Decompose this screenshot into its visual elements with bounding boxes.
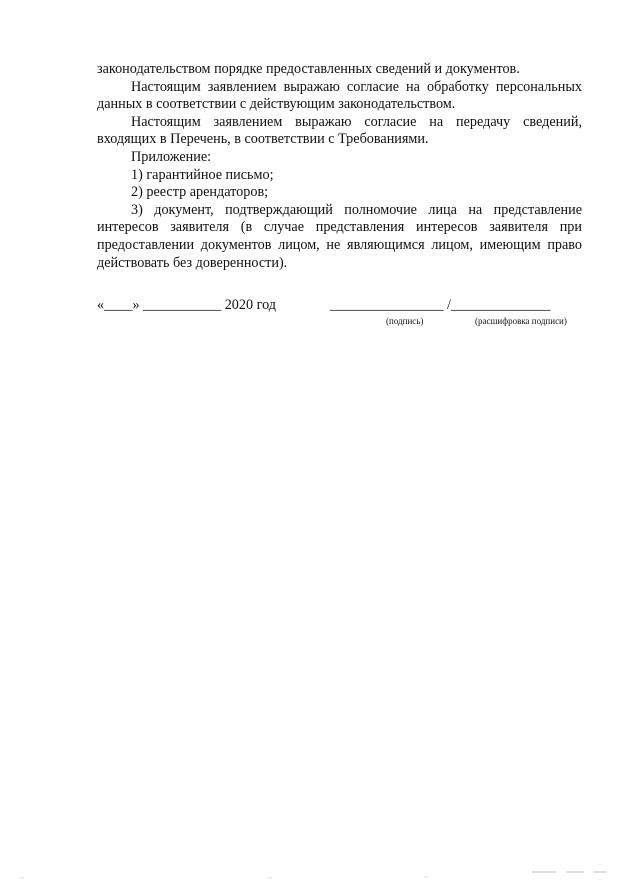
attachment-item-3: 3) документ, подтверждающий полномочие лица на представление интересов заявителя (в случае представления интересов заявителя при предоставлении документов лицом, не являющимся лицом, имеющим право действовать без доверенности). xyxy=(97,201,582,271)
paragraph-consent-personal-data: Настоящим заявлением выражаю согласие на обработку персональных данных в соответствии с действующим законодательством. xyxy=(97,78,582,113)
paragraph-consent-transfer: Настоящим заявлением выражаю согласие на передачу сведений, входящих в Перечень, в соответствии с Требованиями. xyxy=(97,113,582,148)
attachment-item-2: 2) реестр арендаторов; xyxy=(131,184,269,201)
document-body xyxy=(97,61,582,272)
signature-decode-caption: (расшифровка подписи) xyxy=(475,316,567,326)
signature-caption: (подпись) xyxy=(386,316,424,326)
signature-line[interactable]: ________________ /______________ xyxy=(330,297,551,313)
attachments-heading: Приложение: xyxy=(131,148,212,165)
paragraph-0: законодательством порядке предоставленных сведений и документов. xyxy=(97,61,520,77)
signature-block xyxy=(97,297,583,333)
scan-artifacts xyxy=(0,868,640,880)
attachment-item-1: 1) гарантийное письмо; xyxy=(131,166,274,183)
date-line[interactable]: «____» ___________ 2020 год xyxy=(97,297,276,313)
